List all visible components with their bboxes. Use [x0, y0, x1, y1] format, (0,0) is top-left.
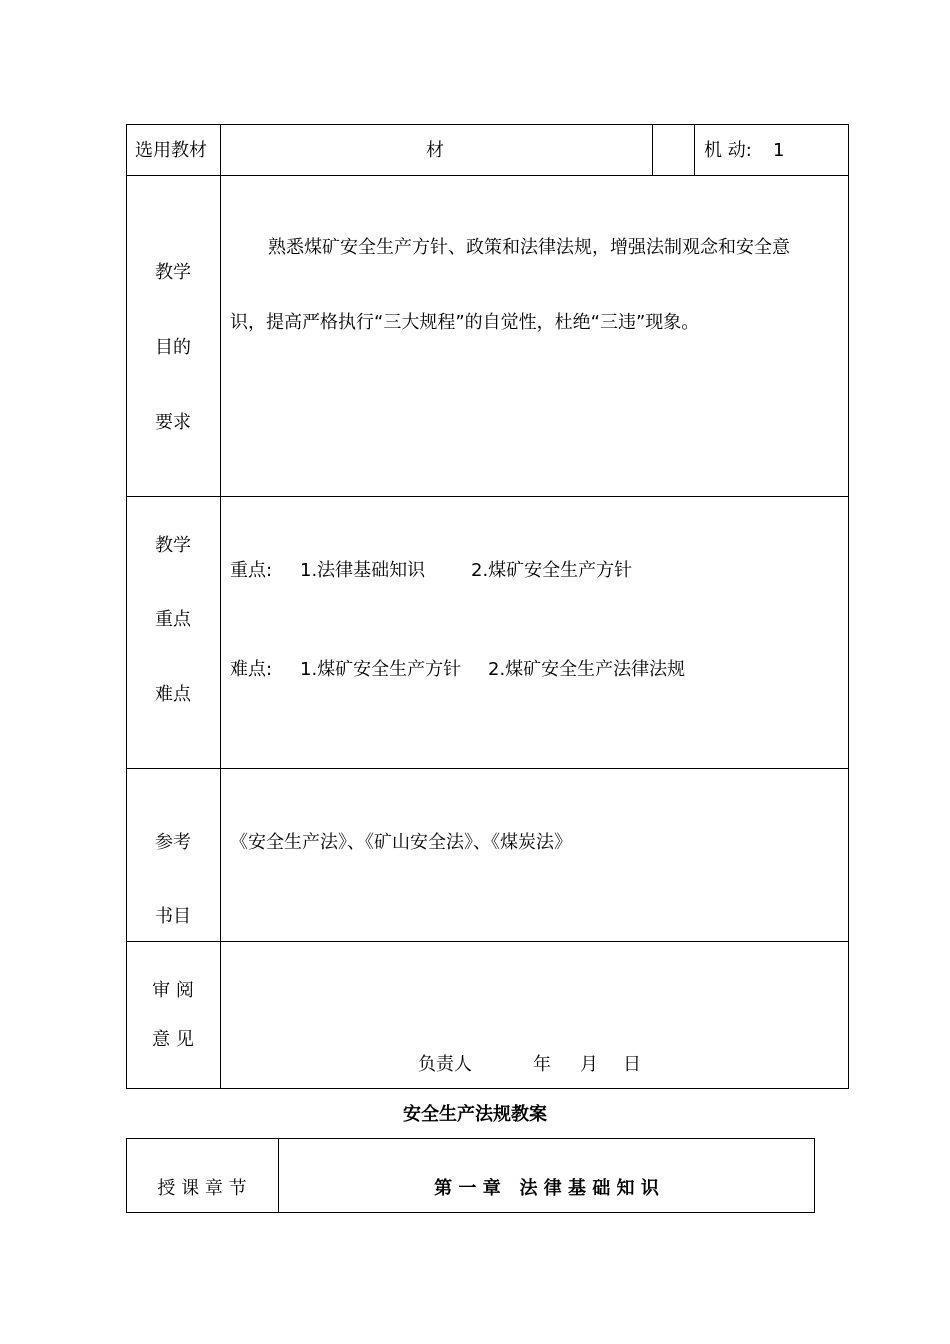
objective-label-line3: 要求 [155, 412, 191, 433]
table-col-divider [694, 124, 695, 176]
objective-label-line1: 教学 [155, 262, 191, 283]
key-item-2: 2.煤矿安全生产方针 [471, 560, 633, 581]
difficult-item-2: 2.煤矿安全生产法律法规 [488, 659, 686, 680]
review-month: 月 [580, 1054, 598, 1075]
review-year: 年 [533, 1054, 551, 1075]
table-border-right [848, 124, 849, 1089]
key-label: 重点: [230, 560, 273, 581]
review-label-line1: 审 阅 [152, 980, 194, 1001]
keypoints-label-line2: 重点 [155, 609, 191, 630]
textbook-label: 选用教材 [135, 140, 207, 161]
chapter-value: 第 一 章 法 律 基 础 知 识 [434, 1178, 659, 1199]
table-col-divider [220, 124, 221, 1089]
reference-label-line1: 参考 [155, 832, 191, 853]
table-border-top [126, 124, 849, 125]
reference-label-line2: 书目 [155, 906, 191, 927]
reference-text: 《安全生产法》、《矿山安全法》、《煤炭法》 [230, 832, 572, 853]
textbook-value: 材 [426, 140, 444, 161]
keypoints-label-line3: 难点 [155, 684, 191, 705]
table2-border-top [126, 1138, 815, 1139]
keypoints-label-line1: 教学 [155, 535, 191, 556]
table2-border-bottom [126, 1212, 815, 1213]
table-row-divider [126, 941, 849, 942]
flex-hours-value: 1 [773, 140, 785, 161]
table2-col-divider [278, 1138, 279, 1213]
table2-border-left [126, 1138, 127, 1213]
review-responsible: 负责人 [418, 1054, 472, 1075]
objective-label-line2: 目的 [155, 337, 191, 358]
objective-text-line2: 识，提高严格执行“三大规程”的自觉性，杜绝“三违”现象。 [230, 312, 700, 333]
flex-hours-label: 机 动: [704, 140, 752, 161]
table-border-bottom [126, 1088, 849, 1089]
table-row-divider [126, 496, 849, 497]
difficult-label: 难点: [230, 659, 273, 680]
table-col-divider [652, 124, 653, 176]
review-day: 日 [623, 1054, 641, 1075]
objective-text-line1: 熟悉煤矿安全生产方针、政策和法律法规，增强法制观念和安全意 [268, 237, 790, 258]
section-title: 安全生产法规教案 [403, 1104, 547, 1125]
review-label-line2: 意 见 [152, 1029, 194, 1050]
table-row-divider [126, 768, 849, 769]
table2-border-right [814, 1138, 815, 1213]
chapter-label: 授 课 章 节 [157, 1178, 247, 1199]
difficult-item-1: 1.煤矿安全生产方针 [300, 659, 462, 680]
key-item-1: 1.法律基础知识 [300, 560, 426, 581]
table-row-divider [126, 175, 849, 176]
